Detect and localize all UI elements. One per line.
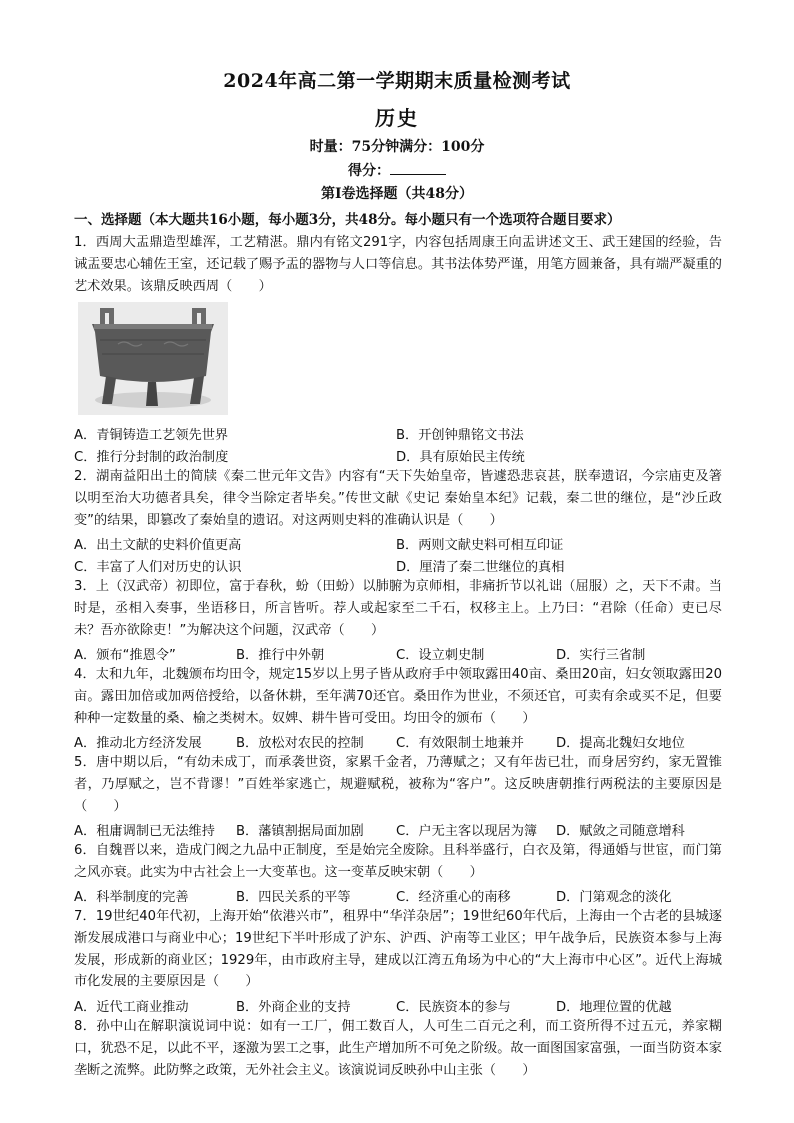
- question-2-option-b[interactable]: B．两则文献史料可相互印证: [396, 538, 564, 553]
- question-6-option-c[interactable]: C．经济重心的南移: [396, 890, 511, 905]
- question-7-stem: 7．19世纪40年代初，上海开始“依港兴市”，租界中“华洋杂居”；19世纪60年代后，上海由一个古老的县城逐渐发展成港口与商业中心；19世纪下半叶形成了沪东、沪西、沪南等工业区；甲午战争后，民族资本参与上海发展，形成新的商业区；1929年，由市政府主导，建成以江湾五角场为中心的“大上海市中心区”。近代上海城市化发展的主要原因是（ ）: [74, 909, 722, 990]
- question-3-option-a[interactable]: A．颁布“推恩令”: [74, 648, 176, 663]
- question-5-option-c[interactable]: C．户无主客以现居为簿: [396, 824, 538, 839]
- ding-vessel-image: [78, 302, 228, 415]
- question-6-option-a[interactable]: A．科举制度的完善: [74, 890, 189, 905]
- question-1-option-d[interactable]: D．具有原始民主传统: [396, 450, 525, 465]
- question-7-option-b[interactable]: B．外商企业的支持: [236, 1000, 351, 1015]
- question-2-option-c[interactable]: C．丰富了人们对历史的认识: [74, 560, 242, 575]
- part-title: 第Ⅰ卷选择题（共48分）: [320, 186, 474, 202]
- exam-title: 2024年高二第一学期期末质量检测考试: [223, 70, 571, 92]
- question-5-stem: 5．唐中期以后，“有幼未成丁，而承袭世资，家累千金者，乃薄赋之；又有年齿已壮，而身居穷约，家无置锥者，乃厚赋之，岂不背谬！”百姓举家逃亡，规避赋税，被称为“客户”。这反映唐朝推行两税法的主要原因是（ ）: [74, 755, 722, 814]
- question-5-option-b[interactable]: B．藩镇割据局面加剧: [236, 824, 364, 839]
- question-4-stem: 4．太和九年，北魏颁布均田令，规定15岁以上男子皆从政府手中领取露田40亩、桑田20亩，妇女领取露田20亩。露田加倍或加两倍授给，以备休耕，至年满70还官。桑田作为世业，不须还官，可卖有余或买不足，但要种种一定数量的桑、榆之类树木。奴婢、耕牛皆可受田。均田令的颁布（ ）: [74, 667, 722, 726]
- question-4-option-c[interactable]: C．有效限制土地兼并: [396, 736, 524, 751]
- time-info: 时量：75分钟满分：100分: [309, 139, 485, 155]
- question-2-option-d[interactable]: D．厘清了秦二世继位的真相: [396, 560, 565, 575]
- question-7-option-c[interactable]: C．民族资本的参与: [396, 1000, 511, 1015]
- question-1-option-c[interactable]: C．推行分封制的政治制度: [74, 450, 229, 465]
- section-heading: 一、选择题（本大题共16小题，每小题3分，共48分。每小题只有一个选项符合题目要求）: [74, 212, 621, 228]
- question-4-option-d[interactable]: D．提高北魏妇女地位: [556, 736, 685, 751]
- question-6-option-d[interactable]: D．门第观念的淡化: [556, 890, 672, 905]
- question-5-option-d[interactable]: D．赋敛之司随意增科: [556, 824, 685, 839]
- score-blank[interactable]: [390, 162, 446, 175]
- question-4-option-b[interactable]: B．放松对农民的控制: [236, 736, 364, 751]
- question-6-option-b[interactable]: B．四民关系的平等: [236, 890, 351, 905]
- score-label: 得分：: [348, 163, 390, 179]
- question-3-stem: 3．上（汉武帝）初即位，富于春秋，蚡（田蚡）以肺腑为京师相，非痛折节以礼诎（屈服）之，天下不肃。当时是，丞相入奏事，坐语移日，所言皆听。荐人或起家至二千石，权移主上。上乃曰：“君除（任命）吏已尽未？吾亦欲除吏！”为解决这个问题，汉武帝（ ）: [74, 579, 722, 638]
- question-4-option-a[interactable]: A．推动北方经济发展: [74, 736, 202, 751]
- question-2-stem: 2．湖南益阳出土的简牍《秦二世元年文告》内容有“天下失始皇帝，皆遽恐悲哀甚，朕奉遗诏，今宗庙吏及箸以明至治大功德者具矣，律令当除定者毕矣。”传世文献《史记 秦始皇本纪》记载，秦二世的继位，是“沙丘政变”的结果，即篡改了秦始皇的遗诏。对这两则史料的准确认识是（ ）: [74, 469, 722, 528]
- question-1-option-a[interactable]: A．青铜铸造工艺领先世界: [74, 428, 229, 443]
- question-7-option-d[interactable]: D．地理位置的优越: [556, 1000, 672, 1015]
- question-5-option-a[interactable]: A．租庸调制已无法维持: [74, 824, 215, 839]
- score-line: [0, 160, 794, 180]
- question-8-stem: 8．孙中山在解职演说词中说：如有一工厂，佣工数百人，人可生二百元之利，而工资所得不过五元，养家糊口，犹恐不足，以此不平，逐激为罢工之事，此生产增加所不可免之阶级。故一面图国家富强，一面当防资本家垄断之流弊。此防弊之政策，无外社会主义。该演说词反映孙中山主张（ ）: [74, 1019, 722, 1078]
- question-1-stem: 1．西周大盂鼎造型雄浑，工艺精湛。鼎内有铭文291字，内容包括周康王向盂讲述文王、武王建国的经验，告诫盂要忠心辅佐王室，还记载了赐予盂的器物与人口等信息。其书法体势严谨，用笔方圆兼备，具有端严凝重的艺术效果。该鼎反映西周（ ）: [74, 235, 722, 294]
- question-2-option-a[interactable]: A．出土文献的史料价值更高: [74, 538, 242, 553]
- subject-title: 历史: [375, 106, 419, 130]
- question-6-stem: 6．自魏晋以来，造成门阀之九品中正制度，至是始完全废除。且科举盛行，白衣及第，得通婚与世宦，而门第之风亦衰。此实为中古社会上一大变革也。这一变革反映宋朝（ ）: [74, 843, 722, 880]
- question-3-option-c[interactable]: C．设立刺史制: [396, 648, 485, 663]
- question-1-option-b[interactable]: B．开创钟鼎铭文书法: [396, 428, 524, 443]
- question-7-option-a[interactable]: A．近代工商业推动: [74, 1000, 189, 1015]
- question-3-option-b[interactable]: B．推行中外朝: [236, 648, 325, 663]
- question-3-option-d[interactable]: D．实行三省制: [556, 648, 646, 663]
